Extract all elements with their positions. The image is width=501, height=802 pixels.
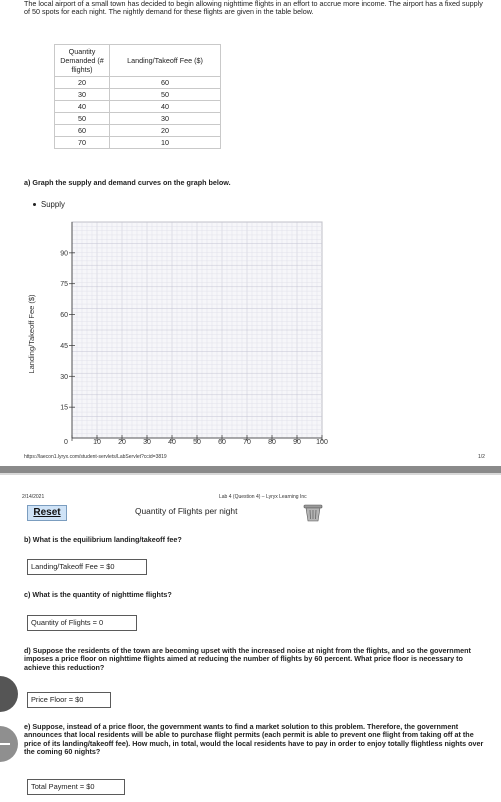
supply-demand-graph[interactable] bbox=[22, 214, 332, 452]
equilibrium-fee-field[interactable]: Landing/Takeoff Fee = $0 bbox=[27, 559, 147, 575]
table-row bbox=[55, 101, 221, 113]
trash-icon[interactable] bbox=[303, 504, 323, 522]
x-tick-label: 80 bbox=[268, 439, 276, 446]
side-circle-button[interactable] bbox=[0, 676, 18, 712]
question-a: a) Graph the supply and demand curves on the graph below. bbox=[24, 178, 231, 187]
y-tick-label: 75 bbox=[60, 281, 68, 289]
page-divider bbox=[0, 466, 501, 473]
table-cell: 50 bbox=[110, 89, 221, 101]
y-axis-label: Landing/Takeoff Fee ($) bbox=[27, 294, 36, 374]
demand-table bbox=[54, 44, 221, 149]
x-tick-label: 30 bbox=[143, 439, 151, 446]
x-tick-label: 60 bbox=[218, 439, 226, 446]
x-tick-label: 100 bbox=[316, 439, 328, 446]
table-header-fee: Landing/Takeoff Fee ($) bbox=[110, 45, 221, 77]
print-date: 2/14/2021 bbox=[22, 494, 45, 500]
page-url: https://laecon1.lyryx.com/student-servlets/LabServlet?ccid=3819 bbox=[24, 454, 167, 460]
x-tick-label: 40 bbox=[168, 439, 176, 446]
table-row bbox=[55, 125, 221, 137]
x-tick-label: 70 bbox=[243, 439, 251, 446]
x-tick-label: 90 bbox=[293, 439, 301, 446]
table-cell: 40 bbox=[110, 101, 221, 113]
question-d: d) Suppose the residents of the town are becoming upset with the increased noise at night from the flights, and so the government imposes a price floor on nighttime flights aimed at reducing the number of flights by 60 percent. What price floor is necessary to achieve this reduction? bbox=[24, 646, 471, 672]
legend-supply-label: Supply bbox=[41, 200, 65, 209]
bullet-icon bbox=[33, 203, 36, 206]
quantity-of-flights-field[interactable]: Quantity of Flights = 0 bbox=[27, 615, 137, 631]
table-cell: 50 bbox=[55, 113, 110, 125]
y-tick-label: 45 bbox=[60, 342, 68, 350]
total-payment-field[interactable]: Total Payment = $0 bbox=[27, 779, 125, 795]
table-cell: 20 bbox=[110, 125, 221, 137]
table-cell: 60 bbox=[55, 125, 110, 137]
table-row bbox=[55, 113, 221, 125]
table-cell: 30 bbox=[55, 89, 110, 101]
x-tick-label: 50 bbox=[193, 439, 201, 446]
intro-text: The local airport of a small town has decided to begin allowing nighttime flights in an effort to accrue more income. The airport has a fixed supply of 50 spots for each night. The nightly demand for these flights are given in the table below. bbox=[24, 0, 483, 17]
question-c: c) What is the quantity of nighttime flights? bbox=[24, 590, 172, 599]
table-cell: 30 bbox=[110, 113, 221, 125]
x-tick-label: 10 bbox=[93, 439, 101, 446]
y-tick-label: 90 bbox=[60, 250, 68, 258]
table-header-quantity: Quantity Demanded (# flights) bbox=[55, 45, 110, 77]
price-floor-field[interactable]: Price Floor = $0 bbox=[27, 692, 111, 708]
x-axis-label: Quantity of Flights per night bbox=[135, 506, 238, 516]
x-tick-label: 20 bbox=[118, 439, 126, 446]
print-header-title: Lab 4 (Question 4) – Lyryx Learning Inc bbox=[219, 494, 307, 500]
y-tick-label: 60 bbox=[60, 312, 68, 320]
table-row bbox=[55, 77, 221, 89]
table-cell: 10 bbox=[110, 137, 221, 149]
reset-button-label: Reset bbox=[33, 507, 61, 518]
table-row bbox=[55, 89, 221, 101]
y-tick-label: 30 bbox=[60, 373, 68, 381]
x-tick-label: 0 bbox=[64, 439, 68, 446]
page-divider-shadow bbox=[0, 473, 501, 475]
question-e: e) Suppose, instead of a price floor, the government wants to find a market solution to this problem. Therefore, the government announces that local residents will be able to purchase flight permits (each permit is able to prevent one flight from taking off at the price of its landing/takeoff fee). How much, in total, would the local residents have to pay in order to enjoy totally flightless nights over the coming 60 nights? bbox=[24, 722, 484, 757]
table-row bbox=[55, 137, 221, 149]
question-b: b) What is the equilibrium landing/takeoff fee? bbox=[24, 535, 182, 544]
page-number: 1/2 bbox=[478, 454, 485, 460]
table-cell: 20 bbox=[55, 77, 110, 89]
y-tick-label: 15 bbox=[60, 404, 68, 412]
legend-supply[interactable] bbox=[33, 200, 65, 209]
table-cell: 60 bbox=[110, 77, 221, 89]
reset-button[interactable] bbox=[27, 505, 67, 521]
minus-icon bbox=[0, 743, 10, 745]
table-cell: 70 bbox=[55, 137, 110, 149]
table-cell: 40 bbox=[55, 101, 110, 113]
